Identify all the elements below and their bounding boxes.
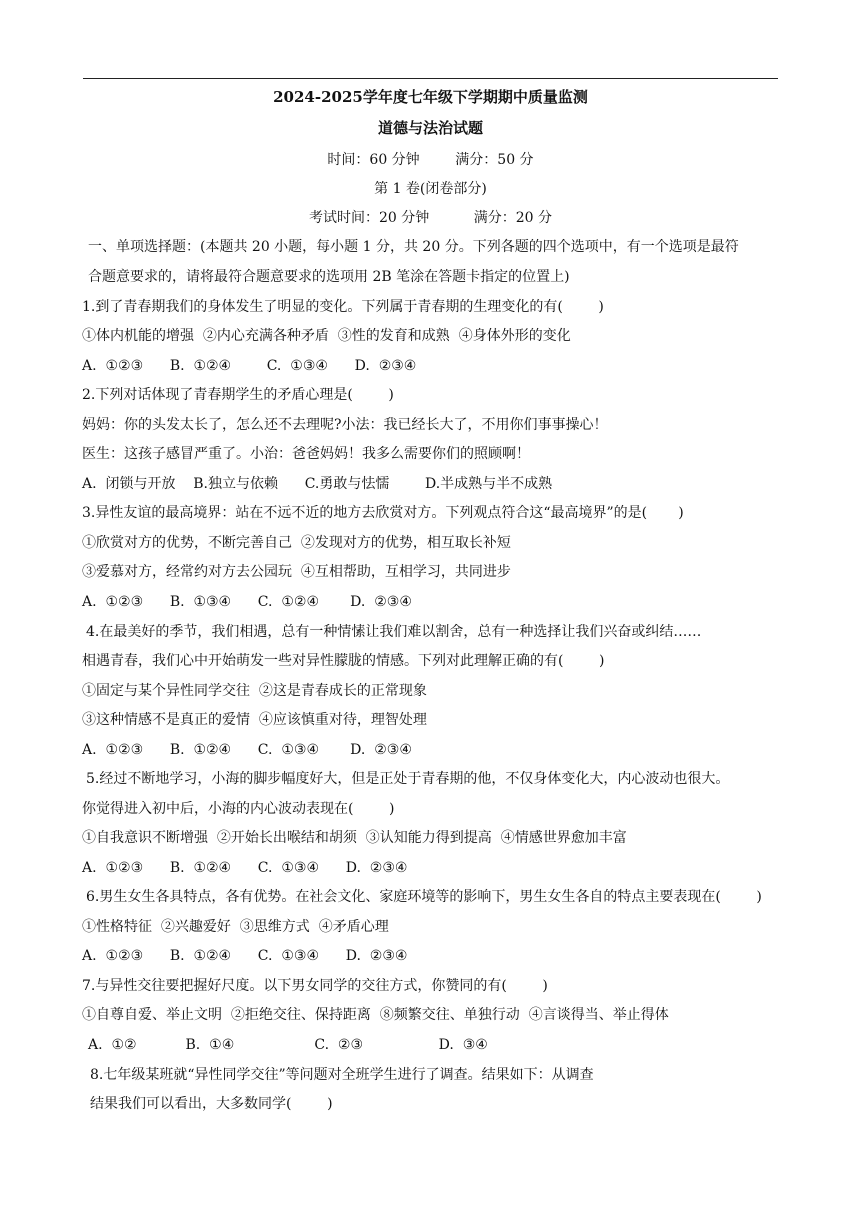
exam-time-info: 考试时间：20 分钟 满分：20 分 (308, 210, 553, 226)
question-1-options: A. ①②③ B. ①②④ C. ①③④ D. ②③④ (82, 358, 417, 374)
question-5-stem2: 你觉得进入初中后，小海的内心波动表现在( ) (82, 801, 395, 817)
question-6-stem: 6.男生女生各具特点，各有优势。在社会文化、家庭环境等的影响下，男生女生各自的特点主要表现在( ) (86, 889, 762, 905)
question-7-options: A. ①② B. ①④ C. ②③ D. ③④ (88, 1037, 488, 1053)
question-2-line2: 医生：这孩子感冒严重了。小治：爸爸妈妈！我多么需要你们的照顾啊！ (82, 446, 530, 462)
question-2-stem: 2.下列对话体现了青春期学生的矛盾心理是( ) (82, 387, 394, 403)
volume-label: 第 1 卷(闭卷部分) (374, 181, 487, 197)
question-5-options: A. ①②③ B. ①②④ C. ①③④ D. ②③④ (82, 860, 408, 876)
question-1-stem: 1.到了青春期我们的身体发生了明显的变化。下列属于青春期的生理变化的有( ) (82, 299, 604, 315)
header-rule (83, 78, 778, 79)
question-8-stem: 8.七年级某班就“异性同学交往”等问题对全班学生进行了调查。结果如下：从调查 (90, 1067, 594, 1083)
question-4-stem: 4.在最美好的季节，我们相遇，总有一种情愫让我们难以割舍，总有一种选择让我们兴奋或纠结…… (86, 624, 702, 640)
question-2-options: A. 闭锁与开放 B.独立与依赖 C.勇敢与怯懦 D.半成熟与半不成熟 (82, 476, 553, 492)
question-5-items: ①自我意识不断增强 ②开始长出喉结和胡须 ③认知能力得到提高 ④情感世界愈加丰富 (82, 830, 627, 846)
question-4-line1: ①固定与某个异性同学交往 ②这是青春成长的正常现象 (82, 683, 427, 699)
question-3-stem: 3.异性友谊的最高境界：站在不远不近的地方去欣赏对方。下列观点符合这“最高境界”的是( ) (82, 505, 684, 521)
question-4-stem2: 相遇青春，我们心中开始萌发一些对异性朦胧的情感。下列对此理解正确的有( ) (82, 653, 605, 669)
exam-subtitle: 道德与法治试题 (377, 119, 483, 137)
question-6-options: A. ①②③ B. ①②④ C. ①③④ D. ②③④ (82, 948, 408, 964)
section-heading-line2: 合题意要求的，请将最符合题意要求的选项用 2B 笔涂在答题卡指定的位置上) (88, 269, 570, 285)
question-7-stem: 7.与异性交往要把握好尺度。以下男女同学的交往方式，你赞同的有( ) (82, 978, 548, 994)
question-1-items: ①体内机能的增强 ②内心充满各种矛盾 ③性的发育和成熟 ④身体外形的变化 (82, 328, 571, 344)
time-info: 时间：60 分钟 满分：50 分 (327, 152, 534, 168)
question-5-stem: 5.经过不断地学习，小海的脚步幅度好大，但是正处于青春期的他，不仅身体变化大，内心波动也很大。 (86, 771, 730, 787)
question-2-line1: 妈妈：你的头发太长了，怎么还不去理呢?小法：我已经长大了，不用你们事事操心！ (82, 417, 608, 433)
question-8-stem2: 结果我们可以看出，大多数同学( ) (90, 1096, 333, 1112)
question-4-options: A. ①②③ B. ①②④ C. ①③④ D. ②③④ (82, 742, 412, 758)
question-6-items: ①性格特征 ②兴趣爱好 ③思维方式 ④矛盾心理 (82, 919, 389, 935)
section-heading-line1: 一、单项选择题：(本题共 20 小题，每小题 1 分，共 20 分。下列各题的四个选项中，有一个选项是最符 (88, 239, 739, 255)
question-3-line1: ①欣赏对方的优势，不断完善自己 ②发现对方的优势，相互取长补短 (82, 535, 511, 551)
question-7-items: ①自尊自爱、举止文明 ②拒绝交往、保持距离 ⑧频繁交往、单独行动 ④言谈得当、举止得体 (82, 1007, 669, 1023)
exam-title: 2024-2025学年度七年级下学期期中质量监测 (273, 88, 588, 106)
question-3-options: A. ①②③ B. ①③④ C. ①②④ D. ②③④ (82, 594, 412, 610)
question-3-line2: ③爱慕对方，经常约对方去公园玩 ④互相帮助，互相学习，共同进步 (82, 564, 511, 580)
question-4-line2: ③这种情感不是真正的爱情 ④应该慎重对待，理智处理 (82, 712, 427, 728)
